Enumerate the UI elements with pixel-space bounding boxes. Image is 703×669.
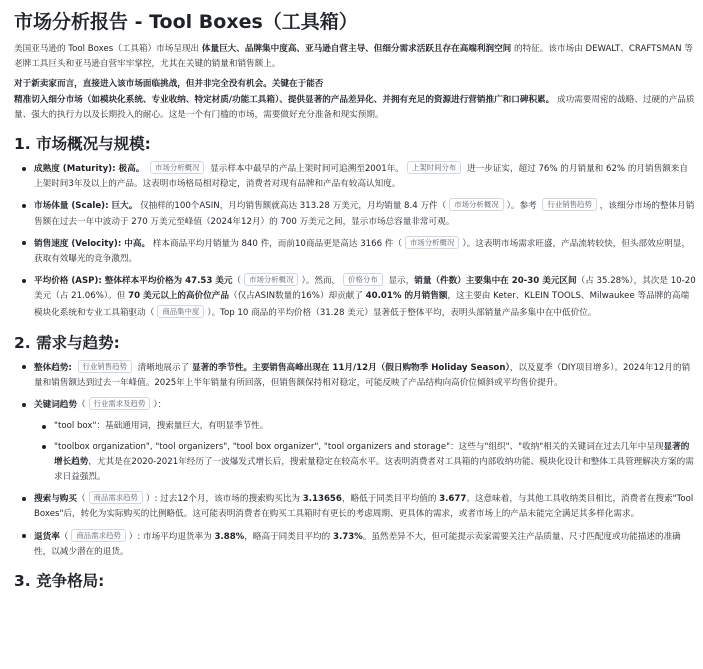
item-highlight: 3.677	[439, 494, 467, 505]
item-text: ，该细分市场的整体月销售额在过去一年中波动于 270 万美元至峰值（2024年12月）的 700 万美元之间，显示市场总容量非常可观。	[34, 201, 695, 227]
demand-list	[14, 360, 696, 560]
list-item-search-purchase	[34, 491, 696, 522]
section-heading-competition: 3. 竞争格局:	[14, 572, 105, 591]
reference-chip[interactable]: 商品需求趋势	[89, 491, 143, 504]
reference-chip[interactable]: 行业销售趋势	[542, 198, 596, 211]
overview-list	[14, 161, 696, 321]
item-text: "toolbox organization", "tool organizers", "tool box organizer", "tool organizers and storage"：这些与"组织"、"收纳"相关的关键词在过去几年中呈现	[54, 441, 664, 452]
reference-chip[interactable]: 市场分析概况	[244, 273, 298, 286]
item-text: （	[232, 276, 242, 287]
list-item-return-rate	[34, 529, 696, 560]
list-item-asp	[34, 273, 696, 321]
item-text: （	[76, 400, 86, 411]
reference-chip[interactable]: 市场分析概况	[449, 198, 503, 211]
item-text: ，尤其是在2020-2021年经历了一波爆发式增长后，搜索量稳定在较高水平。这表明消费者对工具箱的内部收纳功能、模块化设计和整体工具管理解决方案的需求日益强烈。	[54, 456, 694, 483]
reference-chip[interactable]: 行业需求及趋势	[89, 397, 151, 410]
item-label: 平均价格 (ASP): 整体样本平均价格为 47.53 美元	[34, 276, 233, 287]
item-text: ）：	[153, 400, 167, 411]
item-text: ）。这表明市场需求旺盛，产品流转较快，但头部效应明显，获取有效曝光的竞争激烈。	[34, 238, 691, 265]
list-item-maturity	[34, 161, 696, 192]
item-text: ，略低于同类目平均值的	[341, 494, 440, 505]
list-item-keyword-trend	[34, 397, 696, 485]
intro-highlight: 精准切入细分市场（如模块化系统、专业收纳、特定材质/功能工具箱）、提供显著的产品差异化、并拥有充足的资源进行营销推广和口碑积累。	[14, 94, 555, 105]
page-title: 市场分析报告 - Tool Boxes（工具箱）	[14, 11, 358, 33]
item-label: 市场体量 (Scale): 巨大。	[34, 201, 138, 212]
item-text: （	[76, 494, 86, 505]
item-text: ，以及夏季（DIY项目增多）。2024年12月的销量和销售额达到过去一年峰值。2025年上半年销量有所回落，但销售额保持相对稳定，可能反映了产品结构向高价位倾斜或平均售价提升。	[34, 362, 691, 389]
item-text: 清晰地展示了	[134, 362, 192, 373]
item-text: 样本商品平均月销量为 840 件，而前10商品更是高达 3166 件（	[150, 238, 402, 249]
sub-item-organization	[54, 440, 696, 486]
item-highlight: 显著的增长趋势	[54, 441, 690, 467]
intro-text: 的特征。该市场由 DEWALT、CRAFTSMAN 等老牌工具巨头和亚马逊自营牢牢掌控，尤其在关键的销量和销售额上。	[14, 44, 693, 70]
item-highlight: 40.01% 的月销售额	[365, 291, 448, 302]
item-label: 成熟度 (Maturity): 极高。	[34, 164, 145, 175]
item-text: 仅抽样的100个ASIN，月均销售额就高达 313.28 万美元，月均销量 8.4 万件（	[137, 201, 447, 212]
list-item-scale	[34, 198, 696, 229]
item-text: 。虽然差异不大，但可能提示卖家需要关注产品质量、尺寸匹配度或功能描述的准确性，以减少潜在的退货。	[34, 531, 681, 557]
list-item-overall-trend	[34, 360, 696, 391]
item-text: ，略高于同类目平均的	[244, 531, 333, 542]
item-text	[144, 164, 147, 174]
report-page	[14, 8, 696, 592]
item-highlight: 3.73%	[332, 531, 363, 542]
reference-chip[interactable]: 上架时间分布	[407, 161, 461, 174]
item-text: 。这意味着，与其他工具收纳类目相比，消费者在搜索"Tool Boxes"后，转化为实际购买的比例略低。这可能表明消费者在购买工具箱时有更长的考虑周期、更具体的需求，或者市场上的产品未能完全满足其多样化需求。	[34, 494, 694, 520]
item-text: ）。Top 10 商品的平均价格（31.28 美元）显著低于整体平均，表明头部销量产品多集中在中低价位。	[207, 307, 597, 318]
item-label: 退货率	[34, 531, 60, 542]
item-label: 关键词趋势	[34, 400, 77, 411]
intro-text: 美国亚马逊的 Tool Boxes（工具箱）市场呈现出	[14, 44, 202, 54]
intro-paragraph-1	[14, 42, 696, 72]
intro-highlight: 体量巨大、品牌集中度高、亚马逊自营主导、但细分需求活跃且存在高端利润空间	[201, 44, 512, 54]
section-heading-demand: 2. 需求与趋势:	[14, 333, 120, 352]
item-text: （	[59, 531, 69, 542]
reference-chip[interactable]: 市场分析概况	[150, 161, 204, 174]
list-item-velocity	[34, 236, 696, 267]
item-label: 搜索与购买	[34, 494, 77, 505]
item-text: 显示样本中最早的产品上架时间可追溯至2001年。	[207, 164, 404, 175]
item-highlight: 70 美元以上的高价位产品	[128, 291, 229, 302]
item-text: 显示，	[385, 276, 415, 287]
item-text: ）。参考	[506, 201, 540, 212]
reference-chip[interactable]: 商品集中度	[157, 305, 204, 318]
item-text: （仅占ASIN数量的16%）却贡献了	[228, 291, 366, 302]
item-highlight: 销量（件数）主要集中在 20-30 美元区间	[414, 276, 577, 287]
sub-item-tool-box: "tool box"：基础通用词，搜索量巨大，有明显季节性。	[54, 419, 696, 434]
reference-chip[interactable]: 价格分布	[343, 273, 383, 286]
item-label: 销售速度 (Velocity): 中高。	[34, 238, 151, 249]
item-label: 整体趋势:	[34, 362, 72, 373]
item-text: ，这主要由 Keter、KLEIN TOOLS、Milwaukee 等品牌的高端模块化系统和专业工具箱驱动（	[34, 291, 690, 318]
reference-chip[interactable]: 商品需求趋势	[71, 529, 125, 542]
item-highlight: 3.88%	[214, 531, 245, 542]
intro-highlight: 对于新卖家而言，直接进入该市场面临挑战，但并非完全没有机会。关键在于能否	[14, 79, 324, 90]
item-highlight: 显著的季节性。主要销售高峰出现在 11月/12月（假日购物季 Holiday Season）	[191, 362, 510, 373]
item-text: ）: 过去12个月，该市场的搜索购买比为	[145, 494, 303, 505]
section-heading-overview: 1. 市场概况与规模:	[14, 135, 151, 154]
item-text: ）: 市场平均退货率为	[128, 531, 215, 542]
reference-chip[interactable]: 市场分析概况	[405, 236, 459, 249]
item-text	[72, 363, 75, 373]
item-text: 进一步证实，超过 76% 的月销量和 62% 的月销售额来自上架时间3年及以上的产品。这表明市场格局相对稳定，消费者对现有品牌和产品有较高认知度。	[34, 164, 688, 190]
intro-paragraph-2	[14, 77, 696, 123]
keyword-sublist	[34, 419, 696, 485]
item-text: （占 35.28%），其次是 10-20 美元（占 21.06%）。但	[34, 276, 696, 302]
intro-text: 成功需要周密的战略、过硬的产品质量、强大的执行力以及长期投入的耐心。这是一个有门槛的市场，需要做好充分准备和现实预期。	[14, 94, 695, 120]
item-highlight: 3.13656	[302, 494, 342, 505]
item-text: ）。然而，	[301, 276, 341, 287]
reference-chip[interactable]: 行业销售趋势	[78, 360, 132, 373]
